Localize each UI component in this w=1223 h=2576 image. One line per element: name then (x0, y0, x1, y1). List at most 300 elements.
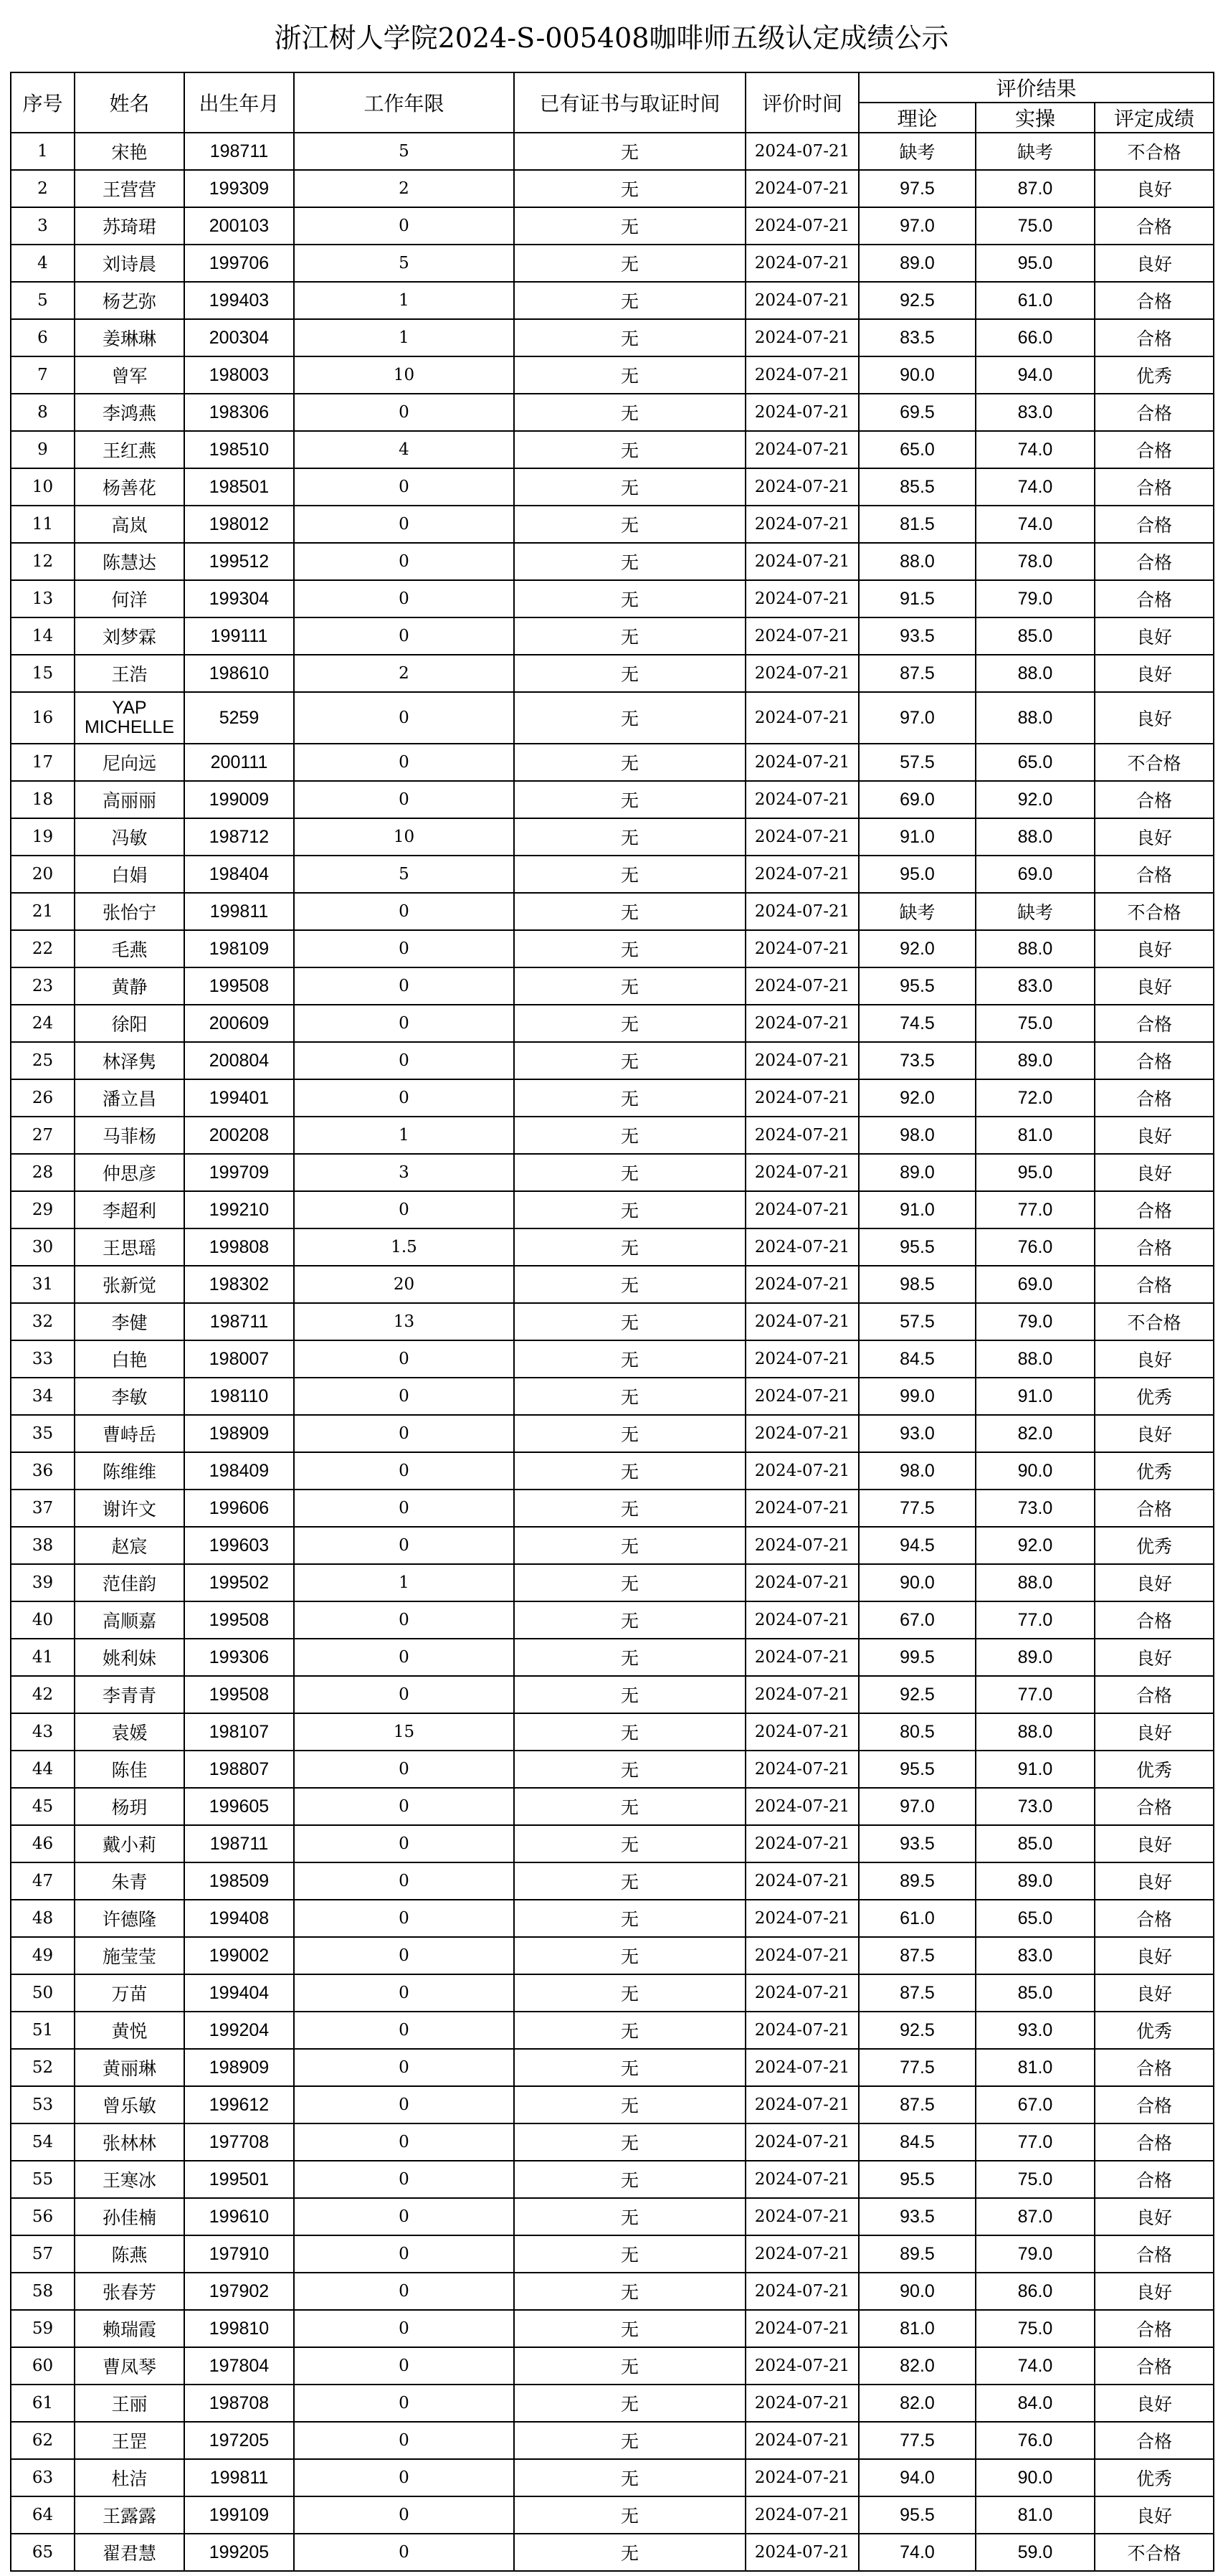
cell-cert: 无 (514, 2459, 746, 2496)
cell-practice: 73.0 (976, 1788, 1095, 1825)
cell-theory: 65.0 (859, 431, 976, 468)
cell-theory: 74.5 (859, 1005, 976, 1042)
cell-eval-date: 2024-07-21 (746, 1862, 859, 1900)
table-row (11, 1825, 1214, 1862)
cell-cert: 无 (514, 1788, 746, 1825)
cell-index: 62 (11, 2422, 75, 2459)
cell-practice: 95.0 (976, 1154, 1095, 1191)
cell-eval-date: 2024-07-21 (746, 1079, 859, 1117)
cell-work-years: 0 (294, 692, 514, 744)
cell-cert: 无 (514, 2161, 746, 2198)
cell-birth: 200804 (184, 1042, 294, 1079)
cell-cert: 无 (514, 2347, 746, 2385)
cell-name: 黄静 (75, 967, 184, 1005)
cell-index: 57 (11, 2235, 75, 2273)
header-grade: 评定成绩 (1095, 103, 1214, 133)
cell-cert: 无 (514, 2086, 746, 2123)
cell-index: 11 (11, 506, 75, 543)
cell-practice: 81.0 (976, 2496, 1095, 2534)
cell-name: 苏琦珺 (75, 207, 184, 245)
cell-index: 21 (11, 893, 75, 930)
cell-name: 张新觉 (75, 1266, 184, 1303)
cell-theory: 93.5 (859, 617, 976, 655)
cell-theory: 94.0 (859, 2459, 976, 2496)
cell-grade: 良好 (1095, 1974, 1214, 2012)
cell-name: 戴小莉 (75, 1825, 184, 1862)
cell-theory: 74.0 (859, 2534, 976, 2571)
cell-practice: 69.0 (976, 856, 1095, 893)
table-row (11, 506, 1214, 543)
cell-eval-date: 2024-07-21 (746, 1490, 859, 1527)
cell-grade: 良好 (1095, 245, 1214, 282)
cell-practice: 77.0 (976, 1601, 1095, 1639)
cell-birth: 198708 (184, 2385, 294, 2422)
cell-grade: 合格 (1095, 856, 1214, 893)
cell-index: 49 (11, 1937, 75, 1974)
cell-birth: 199404 (184, 1974, 294, 2012)
cell-eval-date: 2024-07-21 (746, 1527, 859, 1564)
cell-index: 10 (11, 468, 75, 506)
cell-work-years: 1 (294, 282, 514, 319)
cell-theory: 98.5 (859, 1266, 976, 1303)
cell-grade: 不合格 (1095, 2534, 1214, 2571)
cell-practice: 74.0 (976, 506, 1095, 543)
cell-practice: 79.0 (976, 580, 1095, 617)
cell-birth: 199508 (184, 1676, 294, 1713)
cell-work-years: 0 (294, 2347, 514, 2385)
cell-practice: 82.0 (976, 1415, 1095, 1452)
cell-eval-date: 2024-07-21 (746, 319, 859, 356)
cell-grade: 合格 (1095, 1601, 1214, 1639)
cell-eval-date: 2024-07-21 (746, 967, 859, 1005)
cell-birth: 198109 (184, 930, 294, 967)
cell-work-years: 1 (294, 1564, 514, 1601)
table-row (11, 394, 1214, 431)
cell-cert: 无 (514, 1266, 746, 1303)
cell-practice: 73.0 (976, 1490, 1095, 1527)
cell-grade: 合格 (1095, 506, 1214, 543)
cell-cert: 无 (514, 1900, 746, 1937)
table-row (11, 580, 1214, 617)
cell-cert: 无 (514, 1676, 746, 1713)
cell-index: 8 (11, 394, 75, 431)
cell-practice: 87.0 (976, 170, 1095, 207)
cell-eval-date: 2024-07-21 (746, 1340, 859, 1378)
cell-index: 40 (11, 1601, 75, 1639)
cell-grade: 不合格 (1095, 1303, 1214, 1340)
cell-work-years: 0 (294, 744, 514, 781)
cell-work-years: 0 (294, 1676, 514, 1713)
cell-cert: 无 (514, 2310, 746, 2347)
table-row (11, 2012, 1214, 2049)
cell-birth: 199811 (184, 893, 294, 930)
cell-birth: 198909 (184, 1415, 294, 1452)
cell-name: 张怡宁 (75, 893, 184, 930)
table-row (11, 1266, 1214, 1303)
cell-eval-date: 2024-07-21 (746, 2198, 859, 2235)
table-row (11, 1079, 1214, 1117)
cell-birth: 198404 (184, 856, 294, 893)
header-work-years: 工作年限 (294, 72, 514, 133)
cell-eval-date: 2024-07-21 (746, 468, 859, 506)
cell-practice: 88.0 (976, 818, 1095, 856)
cell-name: 王红燕 (75, 431, 184, 468)
table-row (11, 2273, 1214, 2310)
cell-cert: 无 (514, 1191, 746, 1228)
cell-eval-date: 2024-07-21 (746, 245, 859, 282)
cell-grade: 优秀 (1095, 2012, 1214, 2049)
cell-name: 高丽丽 (75, 781, 184, 818)
cell-eval-date: 2024-07-21 (746, 1378, 859, 1415)
cell-birth: 199205 (184, 2534, 294, 2571)
cell-eval-date: 2024-07-21 (746, 744, 859, 781)
cell-grade: 良好 (1095, 2385, 1214, 2422)
document-title: 浙江树人学院2024-S-005408咖啡师五级认定成绩公示 (274, 22, 949, 54)
cell-cert: 无 (514, 2235, 746, 2273)
cell-eval-date: 2024-07-21 (746, 1564, 859, 1601)
cell-grade: 良好 (1095, 1564, 1214, 1601)
cell-index: 65 (11, 2534, 75, 2571)
cell-name: 王丽 (75, 2385, 184, 2422)
cell-index: 12 (11, 543, 75, 580)
cell-theory: 92.5 (859, 1676, 976, 1713)
cell-theory: 89.5 (859, 2235, 976, 2273)
cell-grade: 合格 (1095, 1042, 1214, 1079)
cell-index: 36 (11, 1452, 75, 1490)
cell-birth: 198509 (184, 1862, 294, 1900)
cell-cert: 无 (514, 319, 746, 356)
table-row (11, 2534, 1214, 2571)
cell-cert: 无 (514, 2534, 746, 2571)
cell-name: 王露露 (75, 2496, 184, 2534)
cell-theory: 98.0 (859, 1117, 976, 1154)
cell-name: 曹凤琴 (75, 2347, 184, 2385)
cell-index: 46 (11, 1825, 75, 1862)
cell-name: 王罡 (75, 2422, 184, 2459)
cell-work-years: 0 (294, 2534, 514, 2571)
cell-cert: 无 (514, 1303, 746, 1340)
cell-cert: 无 (514, 431, 746, 468)
cell-index: 27 (11, 1117, 75, 1154)
cell-grade: 良好 (1095, 930, 1214, 967)
cell-eval-date: 2024-07-21 (746, 1117, 859, 1154)
cell-eval-date: 2024-07-21 (746, 506, 859, 543)
table-row (11, 207, 1214, 245)
cell-eval-date: 2024-07-21 (746, 1191, 859, 1228)
cell-index: 2 (11, 170, 75, 207)
table-row (11, 1713, 1214, 1751)
cell-cert: 无 (514, 394, 746, 431)
cell-work-years: 5 (294, 856, 514, 893)
cell-grade: 优秀 (1095, 1751, 1214, 1788)
cell-index: 24 (11, 1005, 75, 1042)
cell-practice: 83.0 (976, 1937, 1095, 1974)
cell-name: 杨艺弥 (75, 282, 184, 319)
table-row (11, 2198, 1214, 2235)
cell-name: 黄悦 (75, 2012, 184, 2049)
cell-index: 3 (11, 207, 75, 245)
cell-cert: 无 (514, 2385, 746, 2422)
table-row (11, 1900, 1214, 1937)
cell-practice: 88.0 (976, 930, 1095, 967)
cell-work-years: 0 (294, 930, 514, 967)
cell-practice: 89.0 (976, 1862, 1095, 1900)
cell-practice: 86.0 (976, 2273, 1095, 2310)
table-row (11, 1378, 1214, 1415)
cell-theory: 97.0 (859, 207, 976, 245)
cell-name: 翟君慧 (75, 2534, 184, 2571)
table-row (11, 818, 1214, 856)
cell-grade: 良好 (1095, 2273, 1214, 2310)
cell-work-years: 0 (294, 1937, 514, 1974)
table-row (11, 245, 1214, 282)
cell-index: 14 (11, 617, 75, 655)
table-row (11, 1564, 1214, 1601)
cell-theory: 83.5 (859, 319, 976, 356)
cell-index: 43 (11, 1713, 75, 1751)
cell-grade: 合格 (1095, 1191, 1214, 1228)
cell-practice: 75.0 (976, 2161, 1095, 2198)
cell-eval-date: 2024-07-21 (746, 655, 859, 692)
cell-eval-date: 2024-07-21 (746, 1974, 859, 2012)
cell-practice: 78.0 (976, 543, 1095, 580)
cell-work-years: 0 (294, 1079, 514, 1117)
cell-work-years: 0 (294, 543, 514, 580)
cell-cert: 无 (514, 506, 746, 543)
cell-name: 陈燕 (75, 2235, 184, 2273)
cell-theory: 81.0 (859, 2310, 976, 2347)
cell-theory: 77.5 (859, 1490, 976, 1527)
cell-cert: 无 (514, 1005, 746, 1042)
cell-cert: 无 (514, 2123, 746, 2161)
cell-practice: 85.0 (976, 617, 1095, 655)
cell-index: 60 (11, 2347, 75, 2385)
table-row (11, 1415, 1214, 1452)
cell-practice: 92.0 (976, 781, 1095, 818)
cell-work-years: 1.5 (294, 1228, 514, 1266)
cell-theory: 89.0 (859, 245, 976, 282)
cell-name: 白娟 (75, 856, 184, 893)
cell-work-years: 0 (294, 1005, 514, 1042)
cell-name: 万苗 (75, 1974, 184, 2012)
table-row (11, 1490, 1214, 1527)
cell-name: 李超利 (75, 1191, 184, 1228)
cell-work-years: 0 (294, 1490, 514, 1527)
cell-grade: 优秀 (1095, 1527, 1214, 1564)
cell-work-years: 0 (294, 2385, 514, 2422)
cell-index: 15 (11, 655, 75, 692)
cell-grade: 良好 (1095, 1825, 1214, 1862)
cell-practice: 缺考 (976, 893, 1095, 930)
cell-work-years: 0 (294, 580, 514, 617)
cell-birth: 198306 (184, 394, 294, 431)
cell-theory: 91.0 (859, 1191, 976, 1228)
cell-grade: 不合格 (1095, 133, 1214, 170)
cell-work-years: 0 (294, 893, 514, 930)
cell-birth: 198711 (184, 133, 294, 170)
cell-index: 28 (11, 1154, 75, 1191)
cell-index: 25 (11, 1042, 75, 1079)
cell-practice: 88.0 (976, 1564, 1095, 1601)
cell-index: 1 (11, 133, 75, 170)
cell-grade: 合格 (1095, 781, 1214, 818)
cell-eval-date: 2024-07-21 (746, 930, 859, 967)
cell-work-years: 0 (294, 2049, 514, 2086)
cell-grade: 合格 (1095, 1788, 1214, 1825)
cell-birth: 199009 (184, 781, 294, 818)
cell-birth: 199204 (184, 2012, 294, 2049)
cell-practice: 83.0 (976, 967, 1095, 1005)
cell-cert: 无 (514, 245, 746, 282)
table-row (11, 2086, 1214, 2123)
cell-practice: 74.0 (976, 2347, 1095, 2385)
table-row (11, 282, 1214, 319)
cell-practice: 74.0 (976, 431, 1095, 468)
cell-eval-date: 2024-07-21 (746, 282, 859, 319)
table-body (11, 133, 1214, 2571)
cell-index: 53 (11, 2086, 75, 2123)
cell-eval-date: 2024-07-21 (746, 1825, 859, 1862)
cell-index: 35 (11, 1415, 75, 1452)
cell-eval-date: 2024-07-21 (746, 1154, 859, 1191)
cell-grade: 合格 (1095, 468, 1214, 506)
cell-index: 44 (11, 1751, 75, 1788)
header-birth: 出生年月 (184, 72, 294, 133)
cell-birth: 198003 (184, 356, 294, 394)
cell-grade: 良好 (1095, 1154, 1214, 1191)
cell-grade: 良好 (1095, 617, 1214, 655)
cell-grade: 合格 (1095, 1676, 1214, 1713)
cell-name: 李敏 (75, 1378, 184, 1415)
cell-practice: 88.0 (976, 1713, 1095, 1751)
cell-birth: 198510 (184, 431, 294, 468)
cell-cert: 无 (514, 2012, 746, 2049)
cell-work-years: 3 (294, 1154, 514, 1191)
cell-index: 34 (11, 1378, 75, 1415)
cell-cert: 无 (514, 744, 746, 781)
cell-work-years: 0 (294, 468, 514, 506)
cell-eval-date: 2024-07-21 (746, 2086, 859, 2123)
cell-work-years: 5 (294, 133, 514, 170)
cell-theory: 94.5 (859, 1527, 976, 1564)
table-row (11, 2385, 1214, 2422)
cell-work-years: 15 (294, 1713, 514, 1751)
table-row (11, 2459, 1214, 2496)
cell-eval-date: 2024-07-21 (746, 2310, 859, 2347)
cell-name: YAP MICHELLE (75, 692, 184, 744)
cell-grade: 良好 (1095, 170, 1214, 207)
results-table (10, 72, 1214, 2572)
cell-theory: 84.5 (859, 2123, 976, 2161)
table-row (11, 1191, 1214, 1228)
cell-name: 何洋 (75, 580, 184, 617)
cell-theory: 80.5 (859, 1713, 976, 1751)
cell-index: 6 (11, 319, 75, 356)
cell-grade: 合格 (1095, 1900, 1214, 1937)
cell-cert: 无 (514, 2198, 746, 2235)
cell-theory: 82.0 (859, 2385, 976, 2422)
cell-birth: 199606 (184, 1490, 294, 1527)
cell-name: 孙佳楠 (75, 2198, 184, 2235)
cell-birth: 199109 (184, 2496, 294, 2534)
cell-work-years: 0 (294, 1042, 514, 1079)
cell-cert: 无 (514, 1378, 746, 1415)
cell-theory: 95.5 (859, 2161, 976, 2198)
cell-name: 杨善花 (75, 468, 184, 506)
cell-practice: 75.0 (976, 1005, 1095, 1042)
cell-work-years: 0 (294, 1900, 514, 1937)
cell-cert: 无 (514, 1974, 746, 2012)
table-row (11, 133, 1214, 170)
header-theory: 理论 (859, 103, 976, 133)
cell-birth: 5259 (184, 692, 294, 744)
cell-eval-date: 2024-07-21 (746, 856, 859, 893)
cell-eval-date: 2024-07-21 (746, 1713, 859, 1751)
cell-work-years: 4 (294, 431, 514, 468)
cell-work-years: 0 (294, 1788, 514, 1825)
cell-birth: 198711 (184, 1303, 294, 1340)
cell-theory: 85.5 (859, 468, 976, 506)
table-header (11, 72, 1214, 133)
cell-birth: 197205 (184, 2422, 294, 2459)
cell-grade: 合格 (1095, 2123, 1214, 2161)
cell-birth: 198409 (184, 1452, 294, 1490)
cell-theory: 93.5 (859, 1825, 976, 1862)
cell-grade: 良好 (1095, 1937, 1214, 1974)
table-row (11, 2422, 1214, 2459)
cell-eval-date: 2024-07-21 (746, 893, 859, 930)
cell-theory: 90.0 (859, 356, 976, 394)
cell-index: 37 (11, 1490, 75, 1527)
cell-index: 20 (11, 856, 75, 893)
cell-grade: 良好 (1095, 1713, 1214, 1751)
cell-name: 宋艳 (75, 133, 184, 170)
cell-theory: 91.0 (859, 818, 976, 856)
cell-theory: 97.5 (859, 170, 976, 207)
cell-eval-date: 2024-07-21 (746, 1937, 859, 1974)
table-row (11, 543, 1214, 580)
cell-cert: 无 (514, 356, 746, 394)
cell-cert: 无 (514, 1564, 746, 1601)
cell-index: 33 (11, 1340, 75, 1378)
cell-index: 42 (11, 1676, 75, 1713)
cell-birth: 198807 (184, 1751, 294, 1788)
cell-work-years: 0 (294, 394, 514, 431)
cell-practice: 85.0 (976, 1974, 1095, 2012)
cell-birth: 198012 (184, 506, 294, 543)
cell-name: 高顺嘉 (75, 1601, 184, 1639)
cell-birth: 199605 (184, 1788, 294, 1825)
cell-grade: 良好 (1095, 655, 1214, 692)
table-row (11, 2049, 1214, 2086)
cell-practice: 77.0 (976, 2123, 1095, 2161)
cell-grade: 合格 (1095, 2347, 1214, 2385)
cell-theory: 87.5 (859, 2086, 976, 2123)
cell-grade: 合格 (1095, 2310, 1214, 2347)
table-row (11, 1042, 1214, 1079)
cell-grade: 合格 (1095, 282, 1214, 319)
cell-index: 31 (11, 1266, 75, 1303)
cell-name: 范佳韵 (75, 1564, 184, 1601)
cell-cert: 无 (514, 930, 746, 967)
cell-index: 18 (11, 781, 75, 818)
cell-index: 51 (11, 2012, 75, 2049)
cell-cert: 无 (514, 781, 746, 818)
cell-grade: 合格 (1095, 1228, 1214, 1266)
cell-cert: 无 (514, 818, 746, 856)
table-row (11, 1862, 1214, 1900)
cell-cert: 无 (514, 170, 746, 207)
